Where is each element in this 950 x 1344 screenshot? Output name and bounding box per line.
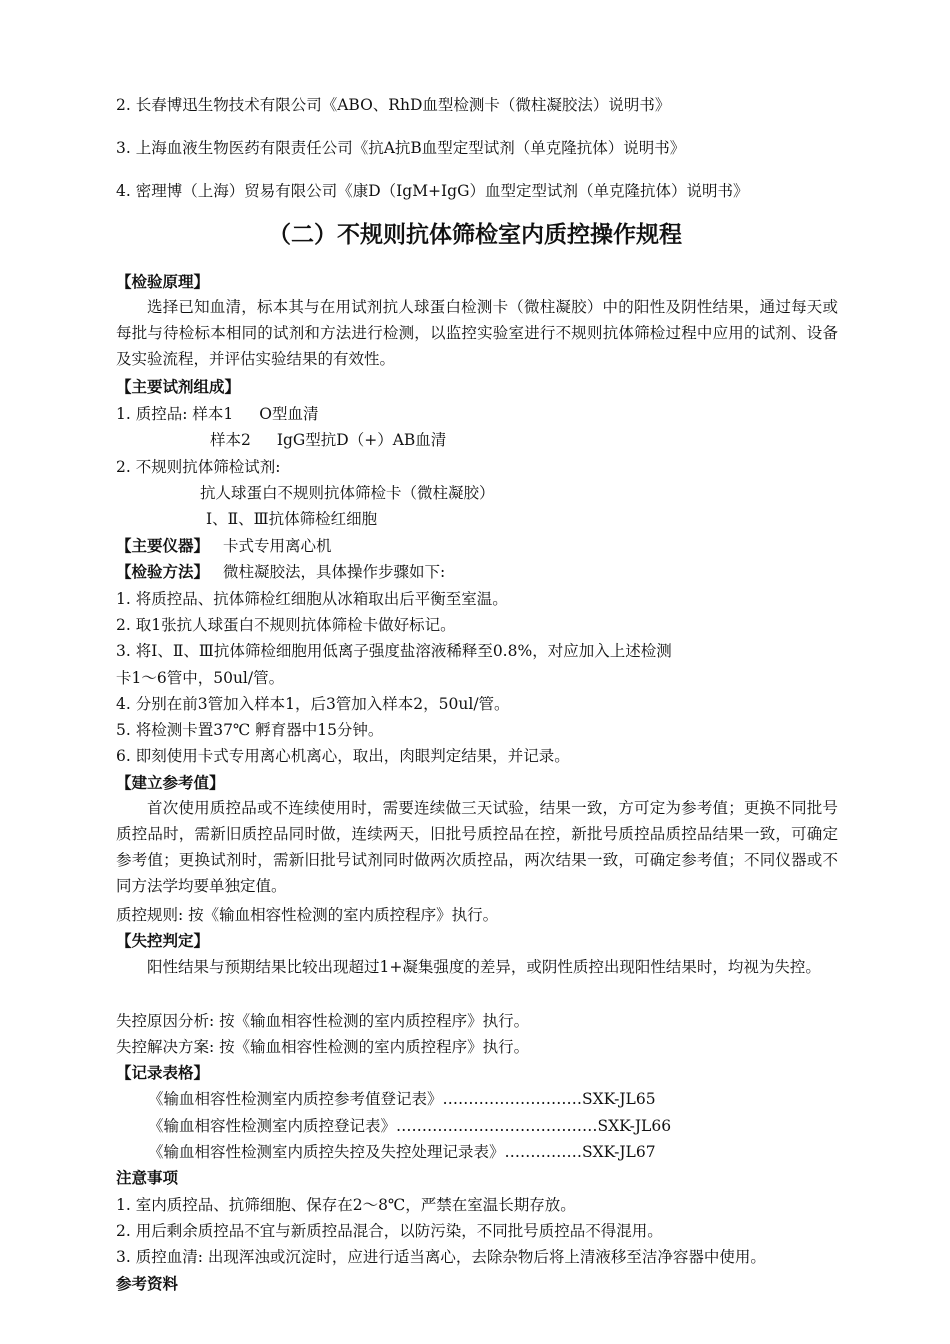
page-title: （二）不规则抗体筛检室内质控操作规程: [268, 222, 682, 248]
record-form-item: 《输血相容性检测室内质控参考值登记表》………………………SXK-JL65: [148, 1090, 656, 1108]
method-step: 4. 分别在前3管加入样本1，后3管加入样本2，50ul/管。: [116, 695, 510, 713]
reagent-item-1-prefix: 1. 质控品:: [116, 405, 193, 423]
section-heading-method: 【检验方法】: [116, 563, 210, 581]
reference-line: 3. 上海血液生物医药有限责任公司《抗A抗B血型定型试剂（单克隆抗体）说明书》: [116, 139, 686, 157]
method-step: 5. 将检测卡置37℃ 孵育器中15分钟。: [116, 721, 384, 739]
reagent-item-2a: 抗人球蛋白不规则抗体筛检卡（微柱凝胶）: [200, 484, 495, 502]
record-form-item: 《输血相容性检测室内质控失控及失控处理记录表》……………SXK-JL67: [148, 1143, 656, 1161]
sample2-label: 样本2: [210, 431, 251, 449]
section-heading-out-of-control: 【失控判定】: [116, 932, 210, 950]
reagent-item-2b: Ⅰ、Ⅱ、Ⅲ抗体筛检红细胞: [206, 510, 378, 528]
method-step: 6. 即刻使用卡式专用离心机离心，取出，肉眼判定结果，并记录。: [116, 747, 570, 765]
method-step: 2. 取1张抗人球蛋白不规则抗体筛检卡做好标记。: [116, 616, 456, 634]
reference-paragraph: 首次使用质控品或不连续使用时，需要连续做三天试验，结果一致，方可定为参考值；更换不同批号质控品时，需新旧质控品同时做，连续两天，旧批号质控品在控，新批号质控品质控品结果一致，可确定参考值；更换试剂时，需新旧批号试剂同时做两次质控品，两次结果一致，可确定参考值；不同仪器或不同方法学均要单独定值。: [116, 799, 838, 895]
record-form-item: 《输血相容性检测室内质控登记表》…………………………………SXK-JL66: [148, 1117, 672, 1135]
section-heading-principle: 【检验原理】: [116, 273, 210, 291]
section-heading-instrument: 【主要仪器】: [116, 537, 210, 555]
method-step-continuation: 卡1～6管中，50ul/管。: [116, 669, 285, 687]
reference-line: 4. 密理博（上海）贸易有限公司《康D（IgM+IgG）血型定型试剂（单克隆抗体）说明书》: [116, 182, 749, 200]
reference-line: 2. 长春博迅生物技术有限公司《ABO、RhD血型检测卡（微柱凝胶法）说明书》: [116, 96, 671, 114]
section-heading-records: 【记录表格】: [116, 1064, 210, 1082]
method-line: [116, 562, 445, 582]
section-heading-references: 参考资料: [116, 1275, 179, 1293]
sample1-value: O型血清: [259, 405, 319, 423]
out-of-control-cause: 失控原因分析: 按《输血相容性检测的室内质控程序》执行。: [116, 1012, 530, 1030]
instrument-text: 卡式专用离心机: [223, 537, 332, 555]
section-heading-reagents: 【主要试剂组成】: [116, 378, 241, 396]
sample2-value: IgG型抗D（+）AB血清: [276, 431, 447, 449]
method-text: 微柱凝胶法，具体操作步骤如下:: [223, 563, 446, 581]
section-heading-notes: 注意事项: [116, 1169, 179, 1187]
method-step: 1. 将质控品、抗体筛检红细胞从冰箱取出后平衡至室温。: [116, 590, 508, 608]
reagent-item-1: [116, 404, 318, 424]
principle-paragraph: 选择已知血清，标本其与在用试剂抗人球蛋白检测卡（微柱凝胶）中的阳性及阴性结果，通过每天或每批与待检标本相同的试剂和方法进行检测，以监控实验室进行不规则抗体筛检过程中应用的试剂、设备及实验流程，并评估实验结果的有效性。: [116, 298, 838, 368]
method-step: 3. 将Ⅰ、Ⅱ、Ⅲ抗体筛检细胞用低离子强度盐溶液稀释至0.8%，对应加入上述检测: [116, 642, 672, 660]
reagent-sample-2: [210, 430, 446, 450]
out-of-control-paragraph: 阳性结果与预期结果比较出现超过1+凝集强度的差异，或阴性质控出现阳性结果时，均视为失控。: [147, 958, 821, 976]
out-of-control-solution: 失控解决方案: 按《输血相容性检测的室内质控程序》执行。: [116, 1038, 530, 1056]
note-item: 1. 室内质控品、抗筛细胞、保存在2～8℃，严禁在室温长期存放。: [116, 1196, 576, 1214]
section-heading-reference: 【建立参考值】: [116, 774, 225, 792]
reagent-item-2: 2. 不规则抗体筛检试剂:: [116, 458, 281, 476]
note-item: 2. 用后剩余质控品不宜与新质控品混合，以防污染，不同批号质控品不得混用。: [116, 1222, 663, 1240]
reference-rule: 质控规则: 按《输血相容性检测的室内质控程序》执行。: [116, 906, 499, 924]
sample1-label: 样本1: [192, 405, 234, 423]
instrument-line: [116, 536, 332, 556]
note-item: 3. 质控血清: 出现浑浊或沉淀时，应进行适当离心，去除杂物后将上清液移至洁净容器中使用。: [116, 1248, 766, 1266]
